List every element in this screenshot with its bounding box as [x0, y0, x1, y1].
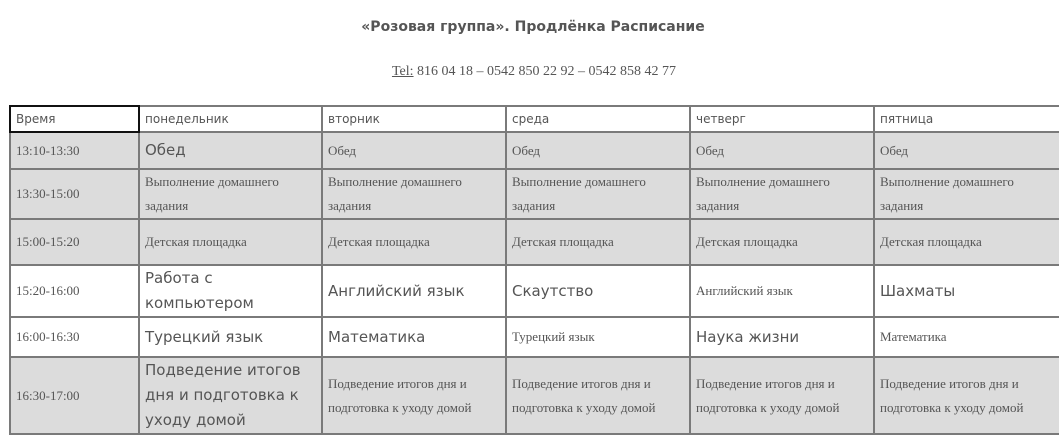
table-cell: Подведение итогов дня и подготовка к уходу домой	[139, 357, 322, 434]
table-cell: Детская площадка	[322, 219, 506, 265]
time-cell: 16:00-16:30	[10, 317, 139, 357]
table-cell: Наука жизни	[690, 317, 874, 357]
table-cell: Подведение итогов дня и подготовка к уходу домой	[874, 357, 1059, 434]
table-row	[10, 357, 1059, 434]
table-cell: Турецкий язык	[506, 317, 690, 357]
column-header-tuesday: вторник	[322, 106, 506, 132]
table-cell: Английский язык	[690, 265, 874, 317]
table-cell: Выполнение домашнего задания	[322, 169, 506, 219]
table-cell: Математика	[874, 317, 1059, 357]
tel-numbers: 816 04 18 – 0542 850 22 92 – 0542 858 42 77	[413, 64, 677, 79]
table-row	[10, 169, 1059, 219]
table-cell: Обед	[874, 132, 1059, 169]
table-cell: Обед	[139, 132, 322, 169]
contact-phones	[0, 64, 1059, 80]
schedule-table	[9, 105, 1059, 435]
table-cell: Турецкий язык	[139, 317, 322, 357]
page-title: «Розовая группа». Продлёнка Расписание	[361, 19, 705, 35]
column-header-monday: понедельник	[139, 106, 322, 132]
table-cell: Подведение итогов дня и подготовка к уходу домой	[322, 357, 506, 434]
table-cell: Обед	[690, 132, 874, 169]
table-row	[10, 219, 1059, 265]
time-cell: 13:10-13:30	[10, 132, 139, 169]
table-row	[10, 265, 1059, 317]
column-header-time: Время	[10, 106, 139, 132]
time-cell: 15:20-16:00	[10, 265, 139, 317]
table-cell: Детская площадка	[690, 219, 874, 265]
table-cell: Выполнение домашнего задания	[690, 169, 874, 219]
table-cell: Шахматы	[874, 265, 1059, 317]
time-cell: 16:30-17:00	[10, 357, 139, 434]
table-cell: Детская площадка	[506, 219, 690, 265]
tel-label: Tel:	[391, 64, 414, 79]
table-cell: Английский язык	[322, 265, 506, 317]
time-cell: 13:30-15:00	[10, 169, 139, 219]
table-cell: Обед	[506, 132, 690, 169]
column-header-wednesday: среда	[506, 106, 690, 132]
table-cell: Детская площадка	[874, 219, 1059, 265]
table-cell: Детская площадка	[139, 219, 322, 265]
table-cell: Работа с компьютером	[139, 265, 322, 317]
table-row	[10, 132, 1059, 169]
table-cell: Выполнение домашнего задания	[139, 169, 322, 219]
time-cell: 15:00-15:20	[10, 219, 139, 265]
table-row	[10, 317, 1059, 357]
table-cell: Выполнение домашнего задания	[506, 169, 690, 219]
table-cell: Подведение итогов дня и подготовка к уходу домой	[690, 357, 874, 434]
table-cell: Скаутство	[506, 265, 690, 317]
column-header-friday: пятница	[874, 106, 1059, 132]
table-cell: Подведение итогов дня и подготовка к уходу домой	[506, 357, 690, 434]
table-cell: Обед	[322, 132, 506, 169]
table-cell: Математика	[322, 317, 506, 357]
table-cell: Выполнение домашнего задания	[874, 169, 1059, 219]
table-header-row	[10, 106, 1059, 132]
column-header-thursday: четверг	[690, 106, 874, 132]
